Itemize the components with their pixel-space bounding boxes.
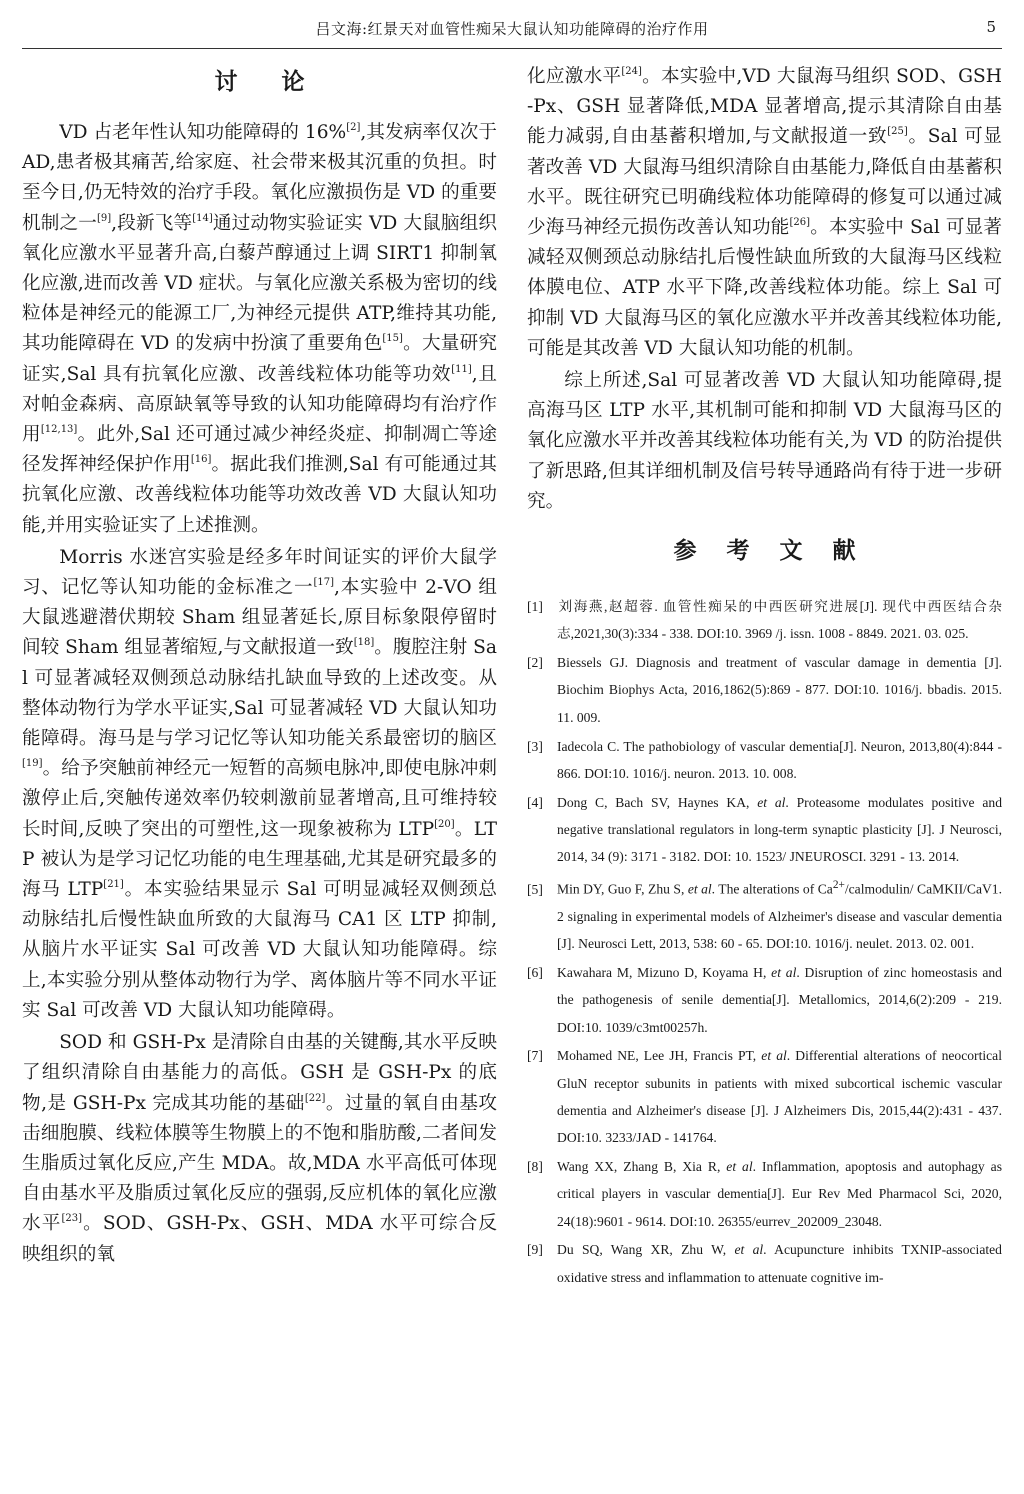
text-run: 。此外,Sal 还可通过减少神经炎症、抑制凋亡等途径发挥神经保护作用 (22, 424, 497, 476)
reference-number: [5] (527, 881, 543, 897)
text-run: SOD 和 GSH-Px 是清除自由基的关键酶,其水平反映了组织清除自由基能力的高低。GSH 是 GSH-Px 的底物,是 GSH-Px 完成其功能的基础 (22, 1032, 497, 1114)
text-run: 。本实验中,VD 大鼠海马组织 SOD、GSH-Px、GSH 显著降低,MDA 显著增高,提示其清除自由基能力减弱,自由基蓄积增加,与文献报道一致 (527, 66, 1002, 148)
citation-marker: [25] (887, 126, 908, 138)
text-run: VD 占老年性认知功能障碍的 16% (59, 122, 347, 143)
citation-marker: [23] (61, 1213, 83, 1225)
text-run: Mohamed NE, Lee JH, Francis PT, (557, 1048, 762, 1064)
text-run: 化应激水平 (527, 66, 622, 87)
reference-number: [3] (527, 738, 543, 754)
text-run: 。过量的氧自由基攻击细胞膜、线粒体膜等生物膜上的不饱和脂肪酸,二者间发生脂质过氧化反应,产生 MDA。故,MDA 水平高低可体现自由基水平及脂质过氧化反应的强弱,反应机体的氧化应激水平 (22, 1092, 497, 1235)
text-run: 。Sal 可显著改善 VD 大鼠海马组织清除自由基能力,降低自由基蓄积水平。既往研究已明确线粒体功能障碍的修复可以通过减少海马神经元损伤改善认知功能 (527, 126, 1002, 239)
text-run: Iadecola C. The pathobiology of vascular dementia[J]. Neuron, 2013,80(4):844 - 866. DOI:10. 1016/j. neuron. 2013. 10. 008. (557, 738, 1002, 781)
citation-marker: [26] (789, 217, 811, 229)
italic-text: et al (771, 964, 797, 980)
citation-marker: [22] (304, 1092, 326, 1104)
citation-marker: [19] (22, 758, 43, 770)
citation-marker: [17] (313, 577, 334, 589)
reference-item (527, 872, 1002, 957)
citation-marker: [24] (621, 66, 642, 77)
text-run: 。本实验中 Sal 可显著减轻双侧颈总动脉结扎后慢性缺血所致的大鼠海马区线粒体膜电位、ATP 水平下降,改善线粒体功能。综上 Sal 可抑制 VD 大鼠海马区的氧化应激水平并改善其线粒体功能,可能是其改善 VD 大鼠认知功能的机制。 (527, 217, 1002, 359)
discussion-body-continued (527, 62, 1002, 517)
text-run: 。LTP 被认为是学习记忆功能的电生理基础,尤其是研究最多的海马 LTP (22, 818, 498, 901)
reference-item (527, 649, 1002, 731)
reference-number: [6] (527, 964, 543, 980)
reference-item (527, 1042, 1002, 1151)
reference-number: [4] (527, 794, 543, 810)
reference-list (527, 593, 1002, 1291)
text-run: ,且对帕金森病、高原缺氧等导致的认知功能障碍均有治疗作用 (22, 363, 497, 446)
citation-marker: [15] (382, 333, 403, 345)
text-run: . Inflammation, apoptosis and autophagy as critical players in vascular dementia[J]. Eur Rev Med Pharmacol Sci, 2020, 24(18):9601 - 9614. DOI:10. 26355/eurrev_202009_23048. (557, 1159, 1002, 1229)
text-run: Kawahara M, Mizuno D, Koyama H, (557, 964, 772, 980)
text-run: . Disruption of zinc homeostasis and the pathogenesis of senile dementia[J]. Metallomics, 2014,6(2):209 - 219. DOI:10. 1039/c3mt00257h. (557, 964, 1002, 1035)
reference-item (527, 1153, 1002, 1235)
italic-text: et al (726, 1159, 753, 1175)
left-column (22, 62, 497, 1270)
text-run: . The alterations of Ca (711, 881, 833, 897)
italic-text: et al (687, 881, 712, 897)
citation-marker: [9] (97, 212, 112, 224)
discussion-heading: 讨论 (214, 68, 349, 95)
text-run: 通过动物实验证实 VD 大鼠脑组织氧化应激水平显著升高,白藜芦醇通过上调 SIRT1 抑制氧化应激,进而改善 VD 症状。与氧化应激关系极为密切的线粒体是神经元的能源工厂,为神经元提供 ATP,维持其功能,其功能障碍在 VD 的发病中扮演了重要角色 (22, 212, 497, 355)
reference-number: [1] (527, 599, 543, 615)
citation-marker: 2+ (832, 879, 845, 892)
reference-item (527, 789, 1002, 871)
text-run: . Acupuncture inhibits TXNIP-associated oxidative stress and inflammation to attenuate cognitive im- (557, 1242, 1002, 1285)
text-run: 刘海燕,赵超蓉. 血管性痴呆的中西医研究进展[J]. 现代中西医结合杂志,2021,30(3):334 - 338. DOI:10. 3969 /j. issn. 1008 - 8849. 2021. 03. 025. (557, 599, 1002, 642)
reference-number: [7] (527, 1048, 543, 1064)
paragraph (22, 543, 497, 1026)
running-title: 吕文海:红景天对血管性痴呆大鼠认知功能障碍的治疗作用 (315, 20, 709, 38)
citation-marker: [14] (192, 212, 213, 224)
reference-item (527, 593, 1002, 648)
citation-marker: [11] (451, 363, 472, 375)
paragraph (527, 366, 1002, 517)
reference-item (527, 1236, 1002, 1291)
citation-marker: [21] (103, 879, 124, 891)
text-run: 。SOD、GSH-Px、GSH、MDA 水平可综合反映组织的氧 (22, 1213, 497, 1265)
reference-number: [2] (527, 655, 543, 671)
italic-text: et al (734, 1242, 764, 1258)
text-run: Biessels GJ. Diagnosis and treatment of vascular damage in dementia [J]. Biochim Biophys Acta, 2016,1862(5):869 - 877. DOI:10. 1016/j. bbadis. 2015. 11. 009. (557, 655, 1002, 725)
reference-item (527, 733, 1002, 788)
text-run: 综上所述,Sal 可显著改善 VD 大鼠认知功能障碍,提高海马区 LTP 水平,其机制可能和抑制 VD 大鼠海马区的氧化应激水平并改善其线粒体功能有关,为 VD 的防治提供了新思路,但其详细机制及信号转导通路尚有待于进一步研究。 (527, 370, 1002, 512)
reference-number: [8] (527, 1159, 543, 1175)
text-run: Wang XX, Zhang B, Xia R, (557, 1159, 727, 1175)
text-run: . Differential alterations of neocortical GluN receptor subunits in patients with mixed subcortical ischemic vascular dementia and Alzheimer's disease [J]. J Alzheimers Dis, 2015,44(2):431 - 437. DOI:10. 3233/JAD - 141764. (557, 1048, 1002, 1146)
references-heading: 参考文献 (673, 537, 886, 565)
text-run: 。据此我们推测,Sal 有可能通过其抗氧化应激、改善线粒体功能等功效改善 VD 大鼠认知功能,并用实验证实了上述推测。 (22, 454, 497, 536)
reference-number: [9] (527, 1242, 543, 1258)
italic-text: et al (757, 794, 786, 810)
paragraph (22, 1028, 497, 1270)
right-column (527, 62, 1002, 1293)
paragraph (22, 118, 497, 541)
text-run: 。给予突触前神经元一短暂的高频电脉冲,即使电脉冲刺激停止后,突触传递效率仍较刺激前显著增高,且可维持较长时间,反映了突出的可塑性,这一现象被称为 LTP (22, 758, 497, 840)
running-header (22, 14, 1002, 49)
text-run: ,其发病率仅次于 AD,患者极其痛苦,给家庭、社会带来极其沉重的负担。时至今日,仍无特效的治疗手段。氧化应激损伤是 VD 的重要机制之一 (22, 122, 497, 234)
text-run: 。本实验结果显示 Sal 可明显减轻双侧颈总动脉结扎后慢性缺血所致的大鼠海马 CA1 区 LTP 抑制,从脑片水平证实 Sal 可改善 VD 大鼠认知功能障碍。综上,本实验分别从整体动物行为学、离体脑片等不同水平证实 Sal 可改善 VD 大鼠认知功能障碍。 (22, 879, 498, 1021)
text-run: Min DY, Guo F, Zhu S, (557, 881, 688, 897)
reference-item (527, 959, 1002, 1041)
citation-marker: [20] (434, 818, 455, 830)
text-run: Dong C, Bach SV, Haynes KA, (557, 794, 758, 810)
citation-marker: [12,13] (40, 424, 78, 436)
text-run: ,段新飞等 (111, 212, 193, 234)
text-run: Morris 水迷宫实验是经多年时间证实的评价大鼠学习、记忆等认知功能的金标准之一 (22, 546, 497, 599)
text-run: 。大量研究证实,Sal 具有抗氧化应激、改善线粒体功能等功效 (22, 333, 497, 385)
citation-marker: [16] (190, 454, 212, 466)
text-run: ,本实验中 2-VO 组大鼠逃避潜伏期较 Sham 组显著延长,原目标象限停留时间较 Sham 组显著缩短,与文献报道一致 (22, 577, 497, 659)
discussion-body (22, 118, 497, 1270)
citation-marker: [2] (346, 122, 361, 133)
paragraph (527, 62, 1002, 364)
text-run: Du SQ, Wang XR, Zhu W, (557, 1242, 735, 1258)
text-run: /calmodulin/ CaMKII/CaV1. 2 signaling in experimental models of Alzheimer's disease and vascular dementia [J]. Neurosci Lett, 2013, 538: 60 - 65. DOI:10. 1016/j. neulet. 2013. 02. 001. (557, 881, 1002, 952)
page-number: 5 (986, 18, 996, 36)
italic-text: et al (761, 1048, 787, 1064)
text-run: . Proteasome modulates positive and negative translational regulators in long-term synaptic plasticity [J]. J Neurosci, 2014, 34 (9): 3171 - 3182. DOI: 10. 1523/ JNEUROSCI. 3291 - 13. 2014. (557, 794, 1002, 865)
citation-marker: [18] (353, 637, 375, 649)
text-run: 。腹腔注射 Sal 可显著减轻双侧颈总动脉结扎缺血导致的上述改变。从整体动物行为学水平证实,Sal 可显著减轻 VD 大鼠认知功能障碍。海马是与学习记忆等认知功能关系最密切的脑区 (22, 637, 498, 750)
